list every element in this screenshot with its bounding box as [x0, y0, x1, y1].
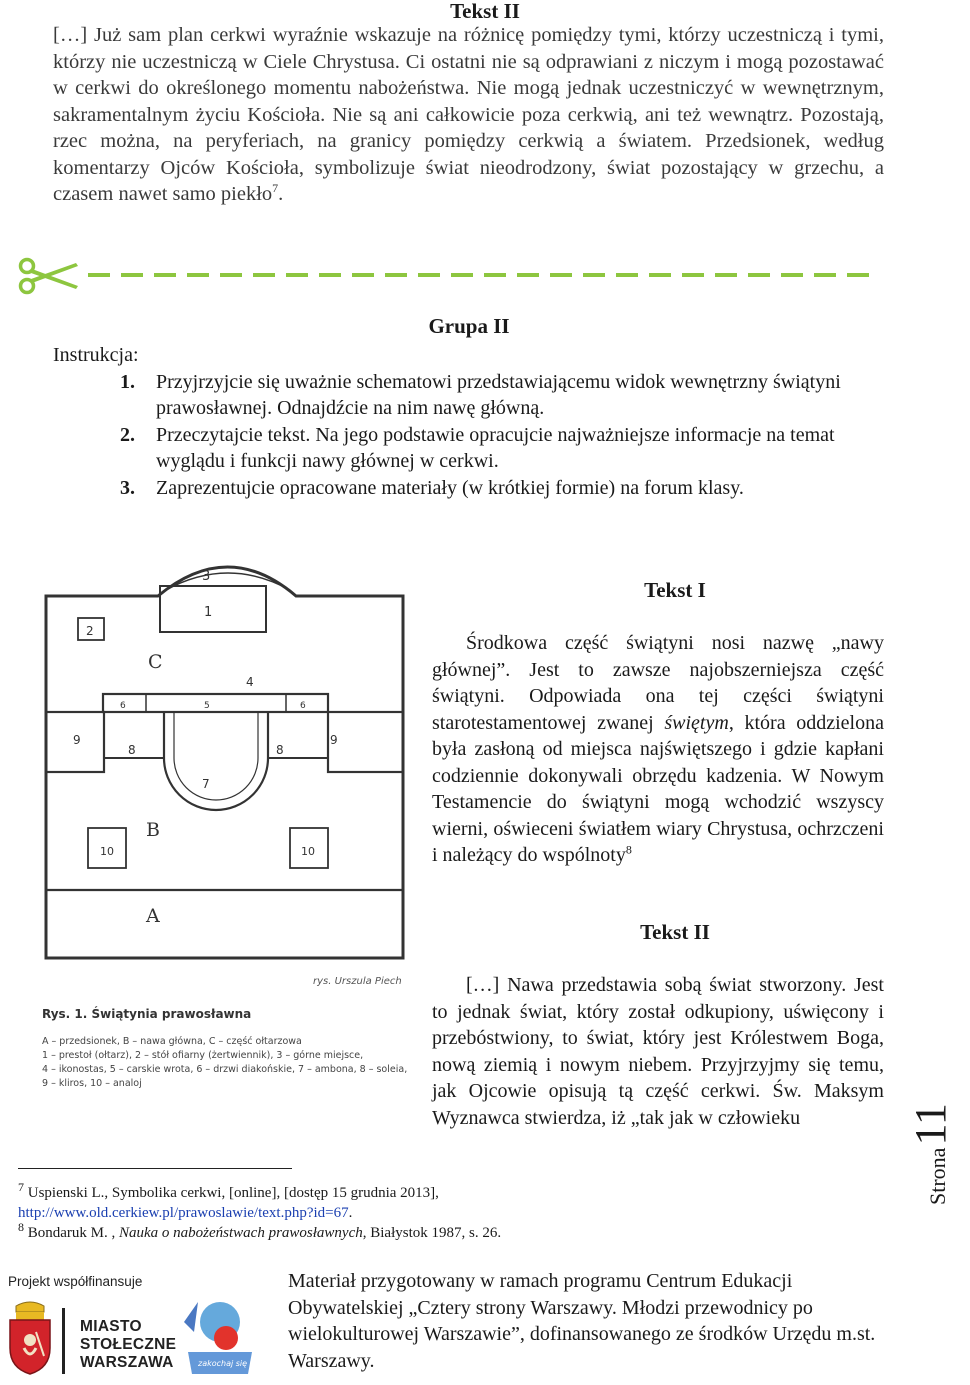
step-number: 1.	[120, 370, 135, 393]
warsaw-logo-text	[80, 1318, 176, 1372]
instructions-list	[53, 369, 885, 502]
footnotes	[18, 1180, 618, 1243]
logo-line: MIASTO	[80, 1318, 142, 1335]
plan-credit: rys. Urszula Piech	[313, 976, 402, 987]
plan-label: A	[146, 905, 160, 927]
project-label: Projekt współfinansuje	[8, 1274, 143, 1289]
text1-paragraph	[432, 630, 884, 869]
step-number: 2.	[120, 423, 135, 446]
cut-line-dash	[649, 273, 671, 277]
plan-label: B	[146, 819, 160, 841]
plan-legend-line: 4 – ikonostas, 5 – carskie wrota, 6 – drzwi diakońskie, 7 – ambona, 8 – soleia,	[42, 1064, 408, 1075]
cut-line-dash	[451, 273, 473, 277]
plan-label: C	[148, 651, 163, 673]
plan-label: 6	[120, 701, 126, 711]
plan-caption: Rys. 1. Świątynia prawosławna	[42, 1007, 252, 1021]
cut-line-dash	[418, 273, 440, 277]
text2-paragraph: […] Nawa przedstawia sobą świat stworzony. Jest to jednak świat, który został odkupiony, uświęcony i przebóstwiony, to świat, który jest Królestwem Boga, nową ziemią i nowym niebem. Przyjrzyjmy się temu, jak Ojcowie opisują tą część cerkwi. Św. Maksym Wyznawca stwierdza, iż „tak jak w człowieku	[432, 974, 884, 1129]
plan-label: 7	[202, 777, 210, 791]
text1-heading: Tekst I	[644, 578, 706, 602]
plan-legend-line: 9 – kliros, 10 – analoj	[42, 1078, 142, 1089]
footnote-7	[18, 1180, 618, 1203]
cut-line-dash	[385, 273, 407, 277]
footnote-8	[18, 1220, 618, 1243]
cut-line-dash	[319, 273, 341, 277]
plan-label: 10	[100, 845, 114, 858]
text1-emphasis: świętym	[664, 711, 729, 734]
instruction-step	[53, 369, 885, 422]
footnote-number: 8	[18, 1220, 24, 1234]
cut-line-dash	[484, 273, 506, 277]
plan-label: 4	[246, 675, 254, 689]
step-text: Zaprezentujcie opracowane materiały (w krótkiej formie) na forum klasy.	[156, 476, 744, 499]
plan-legend-line: 1 – prestoł (ołtarz), 2 – stół ofiarny (żertwiennik), 3 – górne miejsce,	[42, 1050, 364, 1061]
plan-label: 8	[276, 743, 284, 757]
text1-part: , która oddzielona była zasłoną od miejsca najświętszego i gdzie kapłani codziennie dokonywali obrzędu kadzenia. W Nowym Testamencie do świątyni mogą wchodzić wszyscy wierni, oświeceni światłem wiary Chrystusa, ochrzczeni i należący do wspólnoty	[432, 711, 884, 866]
logo-line: STOŁECZNE	[80, 1336, 177, 1353]
cut-line-dash	[847, 273, 869, 277]
plan-label: 8	[128, 743, 136, 757]
step-number: 3.	[120, 476, 135, 499]
cut-line-dash	[550, 273, 572, 277]
footnote-text: , Białystok 1987, s. 26.	[362, 1225, 502, 1241]
plan-label: 10	[301, 845, 315, 858]
cut-line-dash	[187, 273, 209, 277]
top-paragraph	[53, 22, 884, 208]
cut-line-dash	[88, 273, 110, 277]
page-label: Strona	[925, 1147, 950, 1205]
footnote-text: Uspienski L., Symbolika cerkwi, [online], [dostęp 15 grudnia 2013],	[24, 1185, 439, 1201]
warsaw-crest-icon	[6, 1298, 54, 1376]
cut-line-dash	[583, 273, 605, 277]
step-text: Przyjrzyjcie się uważnie schematowi przedstawiającemu widok wewnętrzny świątyni prawosławnej. Odnajdźcie na nim nawę główną.	[156, 370, 841, 419]
cut-line-dash	[748, 273, 770, 277]
plan-legend-line: A – przedsionek, B – nawa główna, C – część ołtarzowa	[42, 1036, 302, 1047]
mascot-text: zakochaj się w Warszawie	[198, 1359, 302, 1368]
step-text: Przeczytajcie tekst. Na jego podstawie opracujcie najważniejsze informacje na temat wyglądu i funkcji nawy głównej w cerkwi.	[156, 423, 835, 472]
footnote-title: Nauka o nabożeństwach prawosławnych	[119, 1225, 363, 1241]
logo-divider	[62, 1308, 65, 1374]
plan-label: 9	[73, 733, 81, 747]
cut-line-dash	[682, 273, 704, 277]
text2-heading: Tekst II	[640, 920, 710, 944]
cut-line-dash	[715, 273, 737, 277]
cut-line-dash	[814, 273, 836, 277]
cut-line-dash	[352, 273, 374, 277]
footnote-7-link-row	[18, 1203, 618, 1223]
group-heading: Grupa II	[428, 314, 510, 338]
logo-line: WARSZAWA	[80, 1354, 174, 1371]
cut-line-dash	[253, 273, 275, 277]
scissors-icon	[18, 256, 84, 296]
church-plan-diagram	[28, 548, 428, 1148]
mascot-logo-icon	[178, 1292, 302, 1380]
cut-line-dash	[616, 273, 638, 277]
footnote-divider	[18, 1168, 292, 1169]
footnote-ref-8[interactable]: 8	[625, 842, 632, 857]
cut-line-dash	[154, 273, 176, 277]
footnote-number: 7	[18, 1180, 24, 1194]
cut-line-dash	[781, 273, 803, 277]
text1-part: Środkowa część świątyni nosi nazwę „nawy głównej”. Jest to zawsze najobszerniejsza część świątyni. Odpowiada ona tej części świątyni starotestamentowej zwanej	[432, 632, 884, 734]
cut-line-dash	[517, 273, 539, 277]
page-number	[905, 1103, 955, 1205]
footnote-end: .	[348, 1205, 353, 1221]
plan-label: 2	[86, 624, 94, 638]
plan-label: 6	[300, 701, 306, 711]
instruction-step	[53, 422, 885, 475]
plan-label: 5	[204, 701, 210, 711]
top-paragraph-text: […] Już sam plan cerkwi wyraźnie wskazuje na różnicę pomiędzy tymi, którzy uczestniczą i tymi, którzy nie uczestniczą w Ciele Chrystusa. Ci ostatni nie są odprawiani z niczym i mogą pozostawać w cerkwi do określonego momentu nabożeństwa. Nie mogą jednak uczestniczyć w wewnętrznym, sakramentalnym życiu Kościoła. Nie są ani całkowicie poza cerkwią, ani też wewnątrz. Pozostają, rzec można, na peryferiach, na granicy pomiędzy cerkwią a światem. Przedsionek, według komentarzy Ojców Kościoła, symbolizuje świat nieodrodzony, świat pozostający w grzechu, a czasem nawet samo piekło	[53, 24, 884, 205]
footnote-ref-7[interactable]: 7	[272, 181, 279, 196]
cut-line-dash	[121, 273, 143, 277]
footnote-link[interactable]: http://www.old.cerkiew.pl/prawoslawie/text.php?id=67	[18, 1205, 349, 1221]
plan-label: 9	[330, 733, 338, 747]
top-heading: Tekst II	[450, 0, 520, 23]
plan-label: 1	[204, 605, 213, 620]
footnote-text: Bondaruk M. ,	[24, 1225, 119, 1241]
instructions	[53, 342, 885, 501]
cut-line-dash	[220, 273, 242, 277]
page-number-value: 11	[906, 1103, 955, 1146]
footer-text: Materiał przygotowany w ramach programu Centrum Edukacji Obywatelskiej „Cztery strony Warszawy. Młodzi przewodnicy po wielokulturowej Warszawie”, dofinansowanego ze środków Urzędu m.st. Warszawy.	[288, 1270, 876, 1372]
instruction-step	[53, 475, 885, 502]
cut-line-dash	[286, 273, 308, 277]
plan-label: 3	[202, 569, 211, 584]
top-paragraph-end: .	[278, 183, 284, 205]
instructions-label: Instrukcja:	[53, 344, 139, 366]
